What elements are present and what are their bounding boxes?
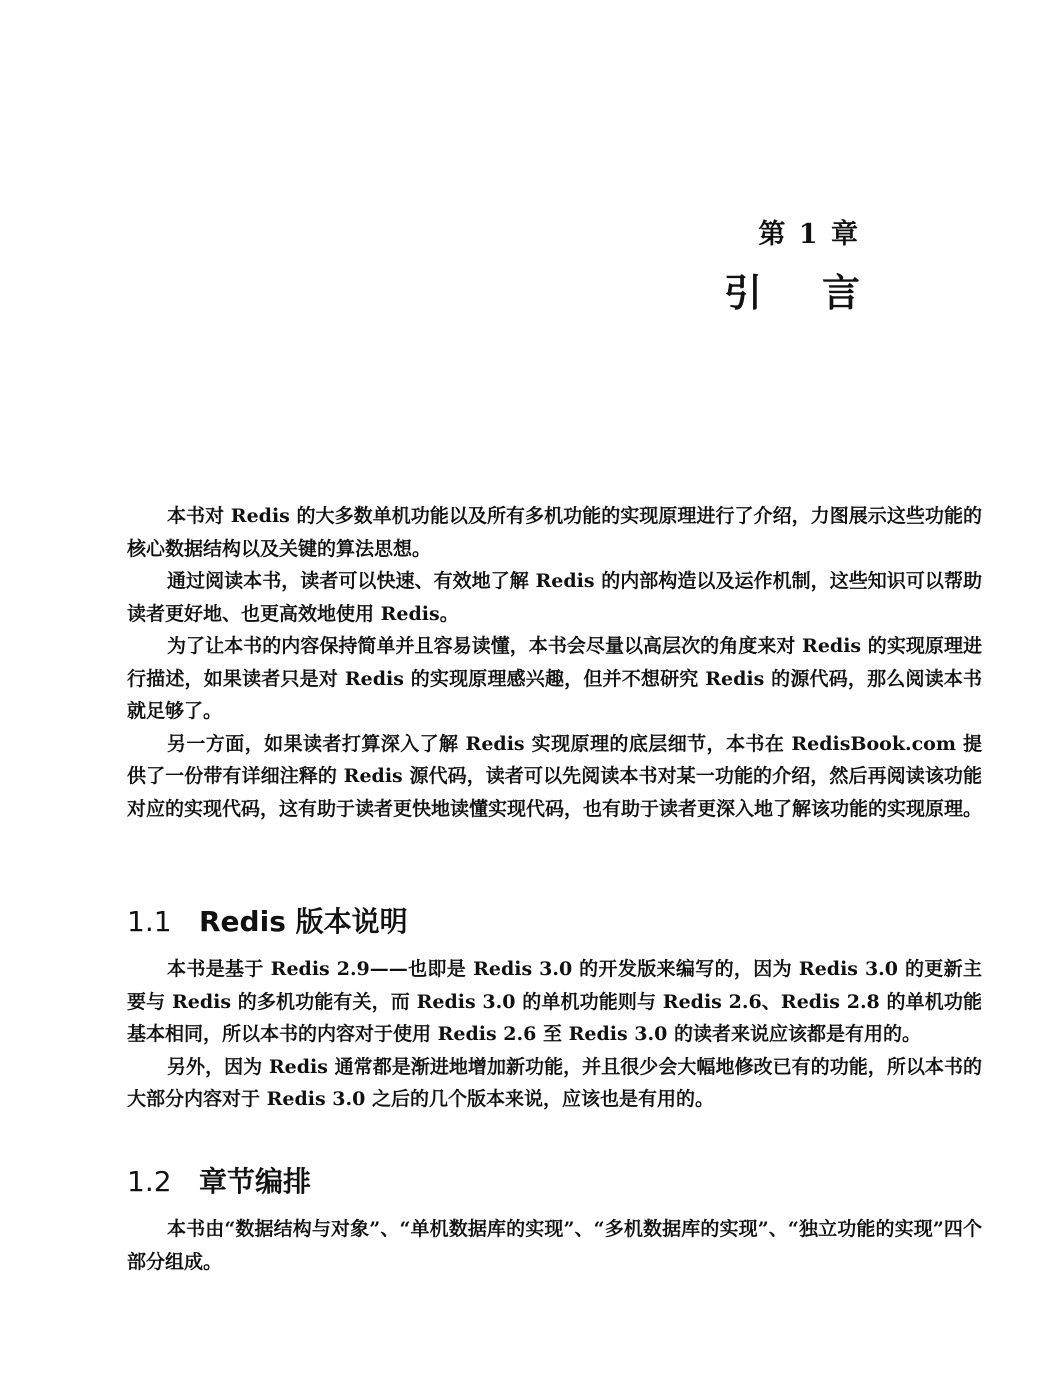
chapter-title: 引言 (723, 270, 920, 315)
section-number: 1.1 (127, 905, 172, 938)
section-heading-1-1 (127, 900, 408, 940)
section-heading-1-2 (127, 1160, 311, 1200)
intro-section (127, 500, 982, 825)
body-paragraph: 本书由“数据结构与对象”、“单机数据库的实现”、“多机数据库的实现”、“独立功能的实现”四个部分组成。 (127, 1218, 982, 1273)
section-1-2-body (127, 1213, 982, 1278)
body-paragraph: 本书是基于 Redis 2.9——也即是 Redis 3.0 的开发版来编写的，因为 Redis 3.0 的更新主要与 Redis 的多机功能有关，而 Redis 3.0 的单机功能则与 Redis 2.6、Redis 2.8 的单机功能基本相同，所以本书的内容对于使用 Redis 2.6 至 Redis 3.0 的读者来说应该都是有用的。 (127, 958, 982, 1045)
intro-paragraph: 另一方面，如果读者打算深入了解 Redis 实现原理的底层细节，本书在 RedisBook.com 提供了一份带有详细注释的 Redis 源代码，读者可以先阅读本书对某一功能的介绍，然后再阅读该功能对应的实现代码，这有助于读者更快地读懂实现代码，也有助于读者更深入地了解该功能的实现原理。 (127, 732, 983, 820)
section-1-1-body (127, 953, 982, 1116)
intro-paragraph: 为了让本书的内容保持简单并且容易读懂，本书会尽量以高层次的角度来对 Redis 的实现原理进行描述，如果读者只是对 Redis 的实现原理感兴趣，但并不想研究 Redis 的源代码，那么阅读本书就足够了。 (127, 635, 982, 722)
chapter-label: 第 1 章 (758, 219, 860, 250)
body-paragraph: 另外，因为 Redis 通常都是渐进地增加新功能，并且很少会大幅地修改已有的功能，所以本书的大部分内容对于 Redis 3.0 之后的几个版本来说，应该也是有用的。 (127, 1055, 982, 1110)
section-number: 1.2 (127, 1165, 172, 1198)
intro-paragraph: 通过阅读本书，读者可以快速、有效地了解 Redis 的内部构造以及运作机制，这些知识可以帮助读者更好地、也更高效地使用 Redis。 (127, 570, 982, 625)
section-title: 章节编排 (199, 1165, 312, 1198)
section-title: Redis 版本说明 (199, 905, 408, 938)
intro-paragraph: 本书对 Redis 的大多数单机功能以及所有多机功能的实现原理进行了介绍，力图展示这些功能的核心数据结构以及关键的算法思想。 (127, 505, 982, 560)
